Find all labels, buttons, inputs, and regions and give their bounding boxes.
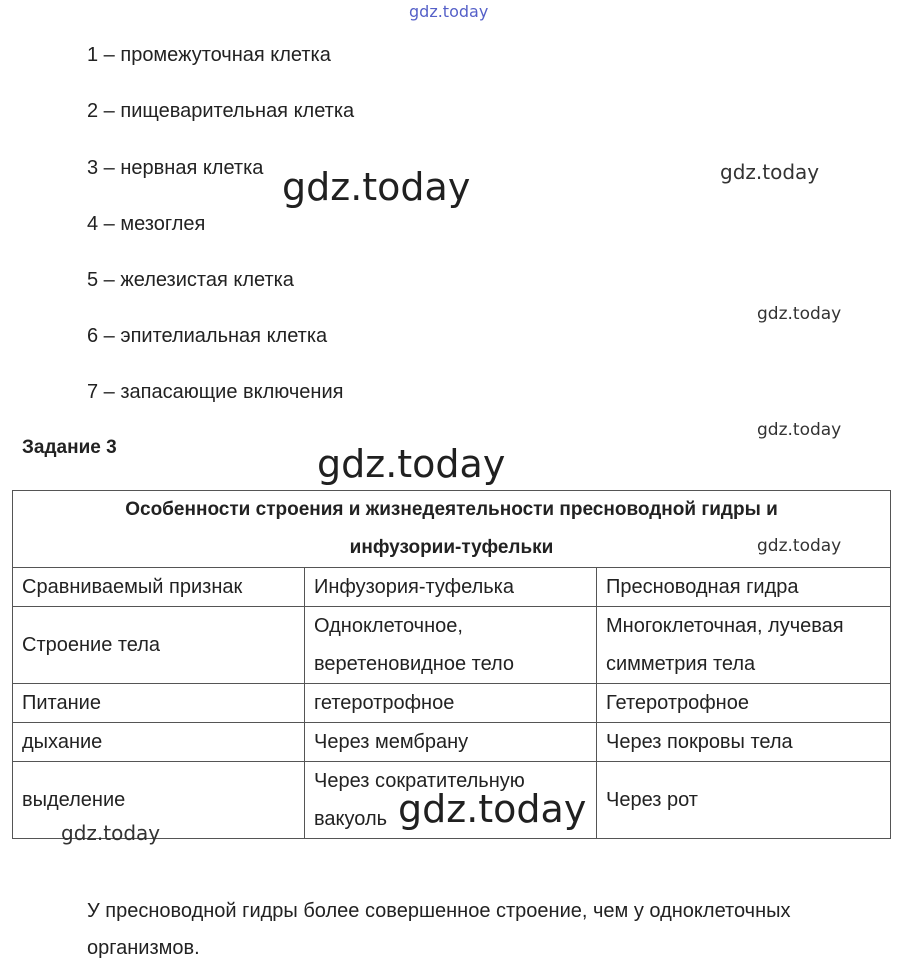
watermark-medium: gdz.today — [61, 821, 161, 845]
table-cell-feature: Строение тела — [13, 607, 305, 684]
table-caption-line: инфузории-туфельки — [349, 537, 554, 558]
cell-line: вакуоль — [314, 808, 388, 830]
table-header-cell: Инфузория-туфелька — [305, 568, 597, 607]
watermark-large: gdz.today — [282, 165, 471, 209]
watermark-large: gdz.today — [398, 787, 587, 831]
cell-line: Многоклеточная, лучевая — [606, 615, 844, 637]
legend-item-6: 6 – эпителиальная клетка — [87, 325, 328, 347]
section-title: Задание 3 — [22, 437, 117, 458]
table-caption-line: Особенности строения и жизнедеятельности пресноводной гидры и — [125, 499, 778, 520]
table-cell-paramecium: Через мембрану — [305, 723, 597, 762]
table-cell-hydra: Гетеротрофное — [597, 684, 891, 723]
legend-item-4: 4 – мезоглея — [87, 213, 206, 235]
watermark-medium: gdz.today — [720, 160, 820, 184]
legend-item-7: 7 – запасающие включения — [87, 381, 344, 403]
table-row — [13, 723, 891, 762]
table-cell-feature: дыхание — [13, 723, 305, 762]
table-row — [13, 684, 891, 723]
table-row — [13, 607, 891, 684]
table-header-cell: Пресноводная гидра — [597, 568, 891, 607]
cell-line: симметрия тела — [606, 653, 756, 675]
table-cell-feature: выделение — [13, 762, 305, 839]
legend-item-1: 1 – промежуточная клетка — [87, 44, 331, 66]
watermark-top: gdz.today — [409, 2, 489, 21]
watermark-small: gdz.today — [757, 420, 842, 440]
cell-line: Одноклеточное, — [314, 615, 463, 637]
table-header-cell: Сравниваемый признак — [13, 568, 305, 607]
table-cell-feature: Питание — [13, 684, 305, 723]
cell-line: Через сократительную — [314, 770, 525, 792]
table-cell-hydra: Через рот — [597, 762, 891, 839]
table-cell-hydra: Через покровы тела — [597, 723, 891, 762]
watermark-small: gdz.today — [757, 536, 842, 556]
watermark-small: gdz.today — [757, 304, 842, 324]
watermark-large: gdz.today — [317, 442, 506, 486]
table-header-row — [13, 568, 891, 607]
legend-item-3: 3 – нервная клетка — [87, 157, 264, 179]
table-cell-paramecium — [305, 607, 597, 684]
table-cell-hydra — [597, 607, 891, 684]
legend-item-2: 2 – пищеварительная клетка — [87, 100, 355, 122]
conclusion-text: У пресноводной гидры более совершенное строение, чем у одноклеточных организмов. — [87, 900, 791, 959]
cell-line: веретеновидное тело — [314, 653, 515, 675]
legend-item-5: 5 – железистая клетка — [87, 269, 294, 291]
table-cell-paramecium: гетеротрофное — [305, 684, 597, 723]
